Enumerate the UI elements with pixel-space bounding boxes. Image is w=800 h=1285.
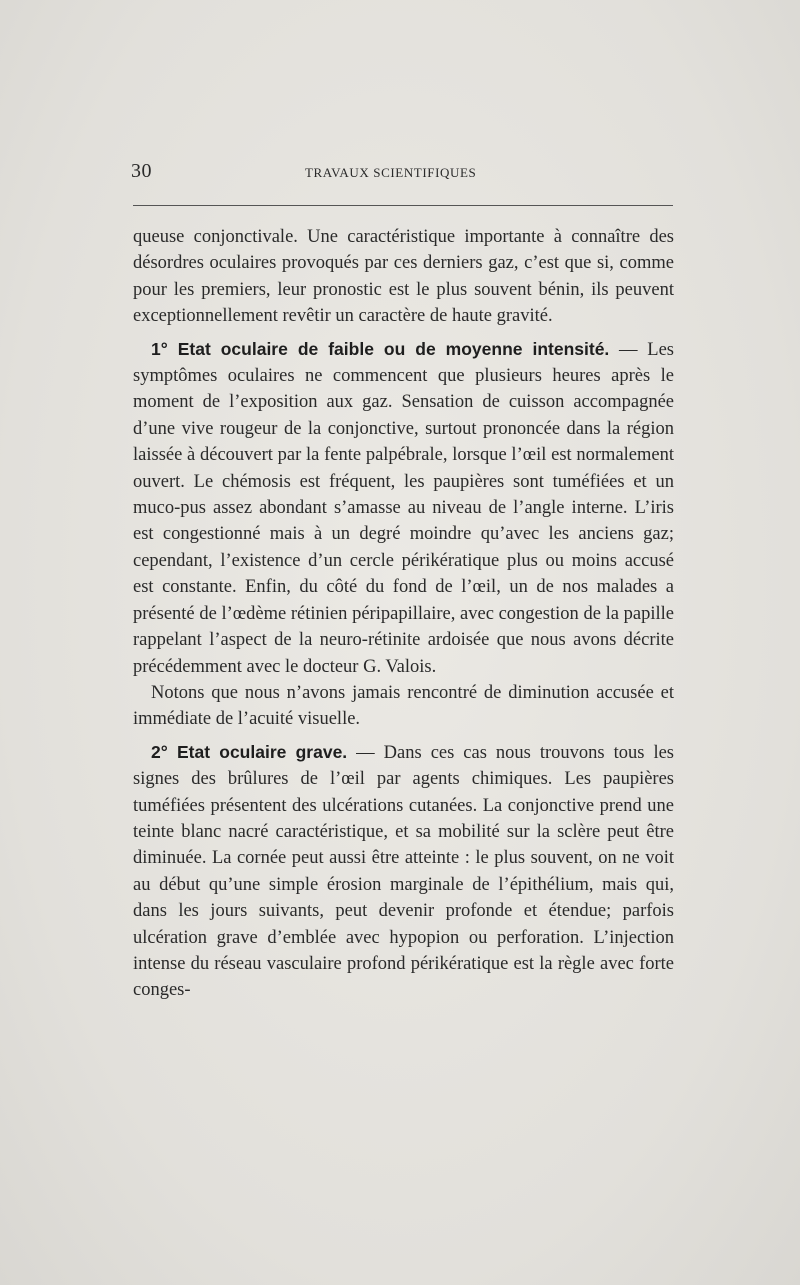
section-2-text: Dans ces cas nous trouvons tous les signes des brûlures de l’œil par agents chimiques. Les paupières tuméfiées présentent des ulcérations cutanées. La conjonctive prend une teinte blanc nacré caractéristique, et sa mobilité sur la sclère peut être diminuée. La cornée peut aussi être atteinte : le plus souvent, on ne voit au début qu’une simple érosion marginale de l’épithélium, mais qui, dans les jours suivants, peut devenir profonde et étendue; parfois ulcération grave d’emblée avec hypopion ou perforation. L’injection intense du réseau vasculaire profond périkératique est la règle avec forte conges- [133, 742, 675, 1001]
paragraph-section-1 [133, 336, 674, 680]
running-title: TRAVAUX SCIENTIFIQUES [305, 165, 477, 180]
section-1-text: Les symptômes oculaires ne commencent que plusieurs heures après le moment de l’exposition aux gaz. Sensation de cuisson accompagnée d’une vive rougeur de la conjonctive, surtout prononcée dans la région laissée à découvert par la fente palpébrale, lorsque l’œil est normalement ouvert. Le chémosis est fréquent, les paupières sont tuméfiées et un muco-pus assez abondant s’amasse au niveau de l’angle interne. L’iris est congestionné mais à un degré moindre qu’avec les anciens gaz; cependant, l’existence d’un cercle périkératique plus ou moins accusé est constante. Enfin, du côté du fond de l’œil, un de nos malades a présenté de l’œdème rétinien péripapillaire, avec congestion de la papille rappelant l’aspect de la neuro-rétinite ardoisée que nous avons décrite précédemment avec le docteur G. Valois. [133, 339, 674, 677]
section-2-dash: — [347, 742, 384, 763]
paragraph-section-2 [133, 739, 674, 1004]
paragraph-notons: Notons que nous n’avons jamais rencontré de diminution accusée et immédiate de l’acuité visuelle. [133, 682, 674, 730]
section-1-dash: — [609, 339, 648, 360]
header-rule [133, 205, 673, 206]
page-number: 30 [131, 160, 152, 182]
body-text [133, 224, 674, 1004]
paragraph-intro: queuse conjonctivale. Une caractéristique importante à connaître des désordres oculaires provoqués par ces derniers gaz, c’est que si, comme pour les premiers, leur pronostic est le plus souvent bénin, ils peuvent exceptionnellement revêtir un caractère de haute gravité. [133, 227, 674, 327]
section-1-heading: 1° Etat oculaire de faible ou de moyenne intensité. [151, 338, 610, 359]
section-2-heading: 2° Etat oculaire grave. [151, 741, 348, 762]
